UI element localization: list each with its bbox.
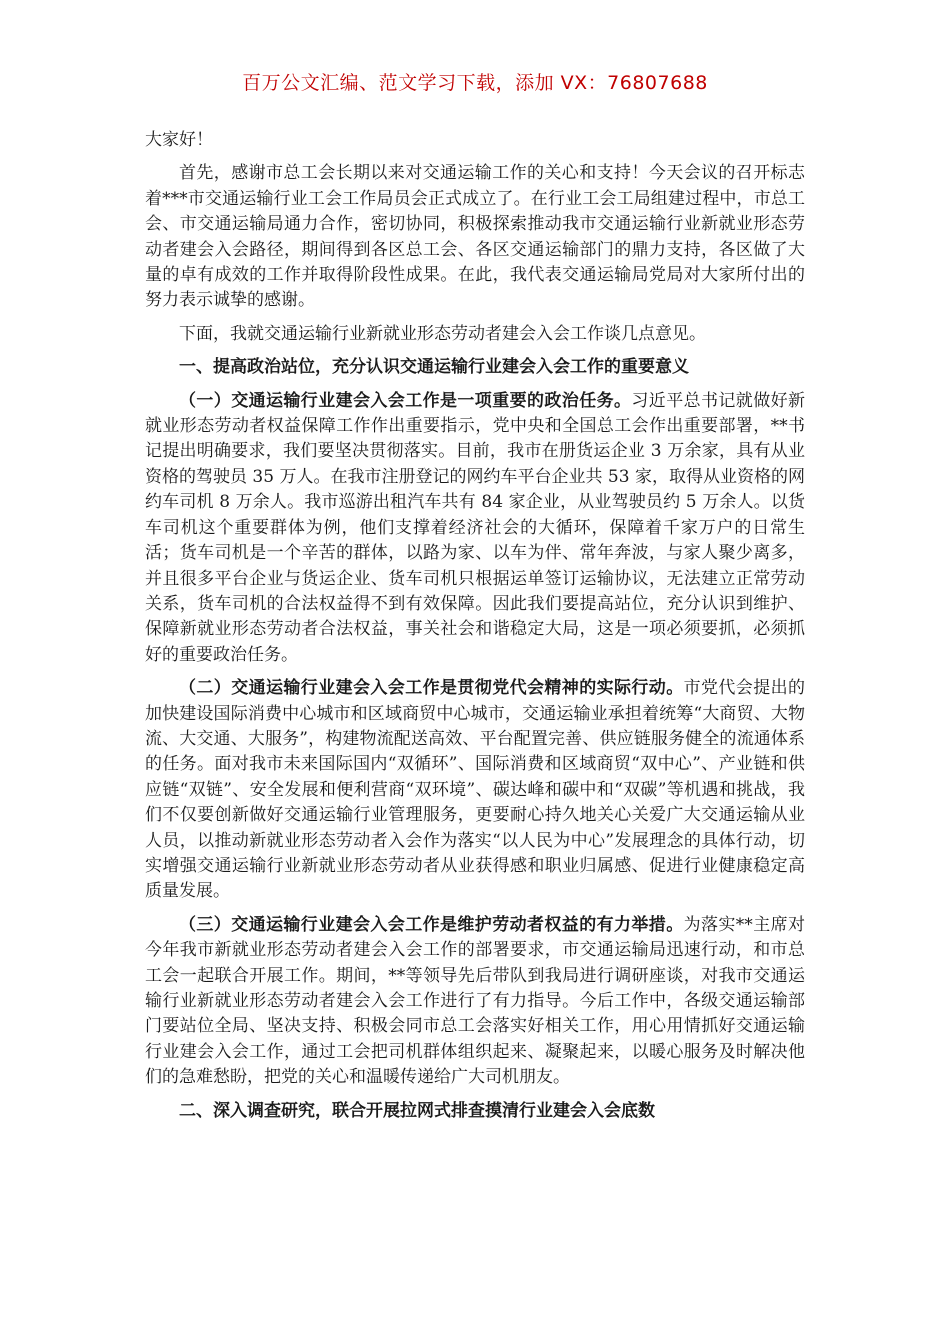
subsection-1	[145, 389, 805, 668]
subsection-3	[145, 913, 805, 1091]
greeting: 大家好！	[145, 130, 213, 150]
subsection-1-lead: （一）交通运输行业建会入会工作是一项重要的政治任务。	[179, 390, 632, 411]
document-body	[145, 128, 805, 1132]
subsection-3-lead: （三）交通运输行业建会入会工作是维护劳动者权益的有力举措。	[179, 914, 684, 935]
subsection-2-lead: （二）交通运输行业建会入会工作是贯彻党代会精神的实际行动。	[179, 678, 684, 699]
section-heading-2: 二、深入调查研究，联合开展拉网式排查摸清行业建会入会底数	[179, 1100, 655, 1121]
paragraph-transition: 下面，我就交通运输行业新就业形态劳动者建会入会工作谈几点意见。	[179, 323, 706, 344]
section-heading-1: 一、提高政治站位，充分认识交通运输行业建会入会工作的重要意义	[179, 357, 689, 378]
download-banner: 百万公文汇编、范文学习下载，添加 VX：76807688	[242, 72, 708, 94]
subsection-3-body: 为落实**主席对今年我市新就业形态劳动者建会入会工作的部署要求，市交通运输局迅速行动，和市总工会一起联合开展工作。期间，**等领导先后带队到我局进行调研座谈，对我市交通运输行业新就业形态劳动者建会入会工作进行了有力指导。今后工作中，各级交通运输部门要站位全局、坚决支持、积极会同市总工会落实好相关工作，用心用情抓好交通运输行业建会入会工作，通过工会把司机群体组织起来、凝聚起来，以暖心服务及时解决他们的急难愁盼，把党的关心和温暖传递给广大司机朋友。	[145, 914, 806, 1088]
paragraph-intro: 首先，感谢市总工会长期以来对交通运输工作的关心和支持！今天会议的召开标志着***市交通运输行业工会工作局员会正式成立了。在行业工会工局组建过程中，市总工会、市交通运输局通力合作，密切协同，积极探索推动我市交通运输行业新就业形态劳动者建会入会路径，期间得到各区总工会、各区交通运输部门的鼎力支持，各区做了大量的卓有成效的工作并取得阶段性成果。在此，我代表交通运输局党局对大家所付出的努力表示诚挚的感谢。	[145, 163, 805, 311]
subsection-2-body: 市党代会提出的加快建设国际消费中心城市和区域商贸中心城市，交通运输业承担着统筹“大商贸、大物流、大交通、大服务”，构建物流配送高效、平台配置完善、供应链服务健全的流通体系的任务。面对我市未来国际国内“双循环”、国际消费和区域商贸“双中心”、产业链和供应链“双链”、安全发展和便利营商“双环境”、碳达峰和碳中和“双碳”等机遇和挑战，我们不仅要创新做好交通运输行业管理服务，更要耐心持久地关心关爱广大交通运输从业人员，以推动新就业形态劳动者入会作为落实“以人民为中心”发展理念的具体行动，切实增强交通运输行业新就业形态劳动者从业获得感和职业归属感、促进行业健康稳定高质量发展。	[145, 678, 806, 902]
subsection-1-body: 习近平总书记就做好新就业形态劳动者权益保障工作作出重要指示，党中央和全国总工会作出重要部署，**书记提出明确要求，我们要坚决贯彻落实。目前，我市在册货运企业 3 万余家，具有从业资格的驾驶员 35 万人。在我市注册登记的网约车平台企业共 53 家，取得从业资格的网约车司机 8 万余人。我市巡游出租汽车共有 84 家企业，从业驾驶员约 5 万余人。以货车司机这个重要群体为例，他们支撑着经济社会的大循环，保障着千家万户的日常生活；货车司机是一个辛苦的群体，以路为家、以车为伴、常年奔波，与家人聚少离多，并且很多平台企业与货运企业、货车司机只根据运单签订运输协议，无法建立正常劳动关系，货车司机的合法权益得不到有效保障。因此我们要提高站位，充分认识到维护、保障新就业形态劳动者合法权益，事关社会和谐稳定大局，这是一项必须要抓，必须抓好的重要政治任务。	[145, 390, 806, 665]
subsection-2	[145, 676, 805, 905]
